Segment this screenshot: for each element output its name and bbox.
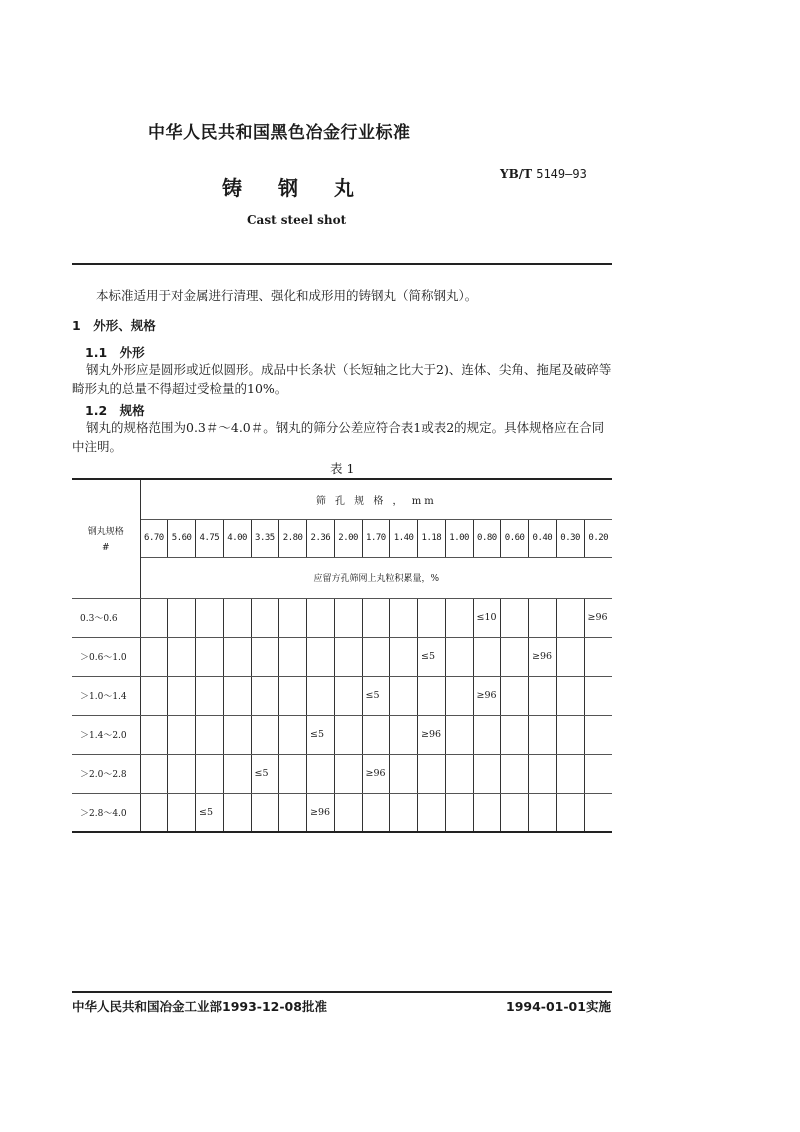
shot-size-label: ＞1.0～1.4 (72, 676, 140, 715)
table-row (72, 598, 612, 637)
table-cell (556, 598, 584, 637)
table-cell: ≤5 (196, 793, 224, 832)
table-cell (390, 715, 418, 754)
table-cell (307, 637, 335, 676)
sieve-size-column-header: 4.75 (196, 519, 224, 557)
table-cell (418, 598, 446, 637)
table-cell (334, 754, 362, 793)
section-1-1-heading: 1.1 外形 (85, 345, 145, 360)
table-cell (251, 793, 279, 832)
table-cell (390, 754, 418, 793)
table-cell (445, 637, 473, 676)
table-cell (196, 598, 224, 637)
table-cell (362, 715, 390, 754)
table-cell (529, 715, 557, 754)
shot-size-label: ＞1.4～2.0 (72, 715, 140, 754)
sieve-size-column-header: 4.00 (223, 519, 251, 557)
shot-size-label: ＞2.8～4.0 (72, 793, 140, 832)
table-cell (362, 637, 390, 676)
table-cell (168, 676, 196, 715)
table-cell (529, 754, 557, 793)
table-cell (418, 754, 446, 793)
table-cell (140, 598, 168, 637)
standard-prefix: YB/T (500, 167, 533, 181)
table-cell (140, 754, 168, 793)
sieve-size-column-header: 2.36 (307, 519, 335, 557)
table-cell (196, 715, 224, 754)
row-header-symbol: # (101, 543, 110, 554)
table-cell: ≥96 (529, 637, 557, 676)
sieve-size-column-header: 1.70 (362, 519, 390, 557)
table-cell (473, 754, 501, 793)
table-row (72, 715, 612, 754)
table-row (72, 754, 612, 793)
table-row (72, 793, 612, 832)
document-title: 铸钢丸 (222, 176, 390, 200)
table-cell (251, 676, 279, 715)
table-cell (168, 637, 196, 676)
table-cell (362, 598, 390, 637)
table-cell (168, 793, 196, 832)
table-cell (501, 754, 529, 793)
sieve-size-column-header: 0.60 (501, 519, 529, 557)
table-cell: ≤10 (473, 598, 501, 637)
sieve-size-column-header: 0.40 (529, 519, 557, 557)
sieve-size-column-header: 2.00 (334, 519, 362, 557)
table-cell (334, 676, 362, 715)
row-header-cell (72, 479, 140, 598)
table-cell (168, 754, 196, 793)
table-cell (140, 715, 168, 754)
table-cell (390, 598, 418, 637)
document-title-english: Cast steel shot (247, 213, 347, 227)
table-cell (501, 637, 529, 676)
table-cell (584, 676, 612, 715)
sieve-size-column-header: 2.80 (279, 519, 307, 557)
table-cell (390, 676, 418, 715)
table-cell: ≤5 (307, 715, 335, 754)
header-divider (72, 263, 612, 265)
table-cell (473, 715, 501, 754)
table-cell (362, 793, 390, 832)
sieve-tolerance-table (72, 478, 612, 833)
table-cell (584, 754, 612, 793)
table-cell (168, 598, 196, 637)
table-cell (140, 676, 168, 715)
table-cell (251, 715, 279, 754)
table-cell (223, 793, 251, 832)
section-1-heading: 1 外形、规格 (72, 318, 156, 333)
table-cell (334, 793, 362, 832)
table-cell (307, 598, 335, 637)
table-cell (473, 793, 501, 832)
scope-paragraph: 本标准适用于对金属进行清理、强化和成形用的铸钢丸（简称钢丸）。 (96, 288, 478, 303)
table-header-row-top (72, 479, 612, 519)
table-cell (279, 793, 307, 832)
table-cell (584, 793, 612, 832)
table-cell (279, 715, 307, 754)
table-cell (390, 637, 418, 676)
table-cell (279, 598, 307, 637)
table-cell (279, 637, 307, 676)
table-cell (334, 637, 362, 676)
issuing-organization: 中华人民共和国黑色冶金行业标准 (148, 123, 411, 143)
sieve-size-column-header: 0.30 (556, 519, 584, 557)
approval-note: 中华人民共和国冶金工业部1993-12-08批准 (72, 999, 327, 1014)
table-cell (445, 715, 473, 754)
shot-size-label: ＞2.0～2.8 (72, 754, 140, 793)
table-cell (501, 676, 529, 715)
table-cell (584, 715, 612, 754)
sieve-size-columns-row (72, 519, 612, 557)
table-cell (307, 676, 335, 715)
standard-code (500, 167, 587, 181)
section-1-2-heading: 1.2 规格 (85, 403, 145, 418)
sieve-size-column-header: 0.80 (473, 519, 501, 557)
table-cell (445, 793, 473, 832)
table-cell (279, 676, 307, 715)
table-cell (196, 754, 224, 793)
table-cell (529, 598, 557, 637)
table-cell: ≥96 (362, 754, 390, 793)
table-cell (418, 793, 446, 832)
sieve-size-header: 筛 孔 规 格 ， mm (140, 479, 612, 519)
table-cell (584, 637, 612, 676)
sieve-size-column-header: 6.70 (140, 519, 168, 557)
table-cell (501, 793, 529, 832)
table-cell (223, 676, 251, 715)
table-cell (251, 598, 279, 637)
table-caption: 表 1 (330, 461, 355, 476)
table-cell (418, 676, 446, 715)
spec-paragraph: 钢丸的规格范围为0.3＃～4.0＃。钢丸的筛分公差应符合表1或表2的规定。具体规格应在合同中注明。 (72, 420, 605, 454)
table-cell (140, 637, 168, 676)
table-cell (334, 715, 362, 754)
table-cell (196, 676, 224, 715)
table-cell (196, 637, 224, 676)
table-cell (140, 793, 168, 832)
table-cell (556, 676, 584, 715)
table-cell (390, 793, 418, 832)
table-cell (556, 715, 584, 754)
table-cell (223, 637, 251, 676)
table-cell: ≥96 (584, 598, 612, 637)
table-cell (223, 754, 251, 793)
table-cell (445, 676, 473, 715)
table-cell: ≤5 (251, 754, 279, 793)
table-cell (223, 715, 251, 754)
table-cell: ≤5 (362, 676, 390, 715)
table-cell (529, 793, 557, 832)
table-cell (168, 715, 196, 754)
sieve-size-column-header: 3.35 (251, 519, 279, 557)
table-cell (223, 598, 251, 637)
table-header-row-bottom (72, 557, 612, 598)
table-cell: ≥96 (473, 676, 501, 715)
footer-divider (72, 991, 612, 993)
table-cell (529, 676, 557, 715)
table-cell (307, 754, 335, 793)
table-row (72, 676, 612, 715)
standard-number: 5149—93 (536, 167, 587, 181)
sieve-size-column-header: 1.18 (418, 519, 446, 557)
table-cell (334, 598, 362, 637)
sieve-size-column-header: 1.00 (445, 519, 473, 557)
shape-paragraph: 钢丸外形应是圆形或近似圆形。成品中长条状（长短轴之比大于2)、连体、尖角、拖尾及破碎等畸形丸的总量不得超过受检量的10%。 (72, 362, 612, 396)
sieve-size-column-header: 5.60 (168, 519, 196, 557)
row-header-label: 钢丸规格 (87, 527, 124, 538)
sieve-size-column-header: 1.40 (390, 519, 418, 557)
table-cell (556, 637, 584, 676)
table-cell (501, 598, 529, 637)
table-cell (445, 754, 473, 793)
table-cell (473, 637, 501, 676)
table-cell (251, 637, 279, 676)
table-cell: ≤5 (418, 637, 446, 676)
effective-date: 1994-01-01实施 (506, 999, 611, 1014)
table-cell (556, 793, 584, 832)
table-cell: ≥96 (418, 715, 446, 754)
table-cell (501, 715, 529, 754)
shot-size-label: 0.3～0.6 (72, 598, 140, 637)
table-cell (445, 598, 473, 637)
table-cell (279, 754, 307, 793)
table-cell (556, 754, 584, 793)
shot-size-label: ＞0.6～1.0 (72, 637, 140, 676)
accumulated-retained-header: 应留方孔筛网上丸粒积累量，% (140, 557, 612, 598)
table-cell: ≥96 (307, 793, 335, 832)
table-row (72, 637, 612, 676)
sieve-size-column-header: 0.20 (584, 519, 612, 557)
